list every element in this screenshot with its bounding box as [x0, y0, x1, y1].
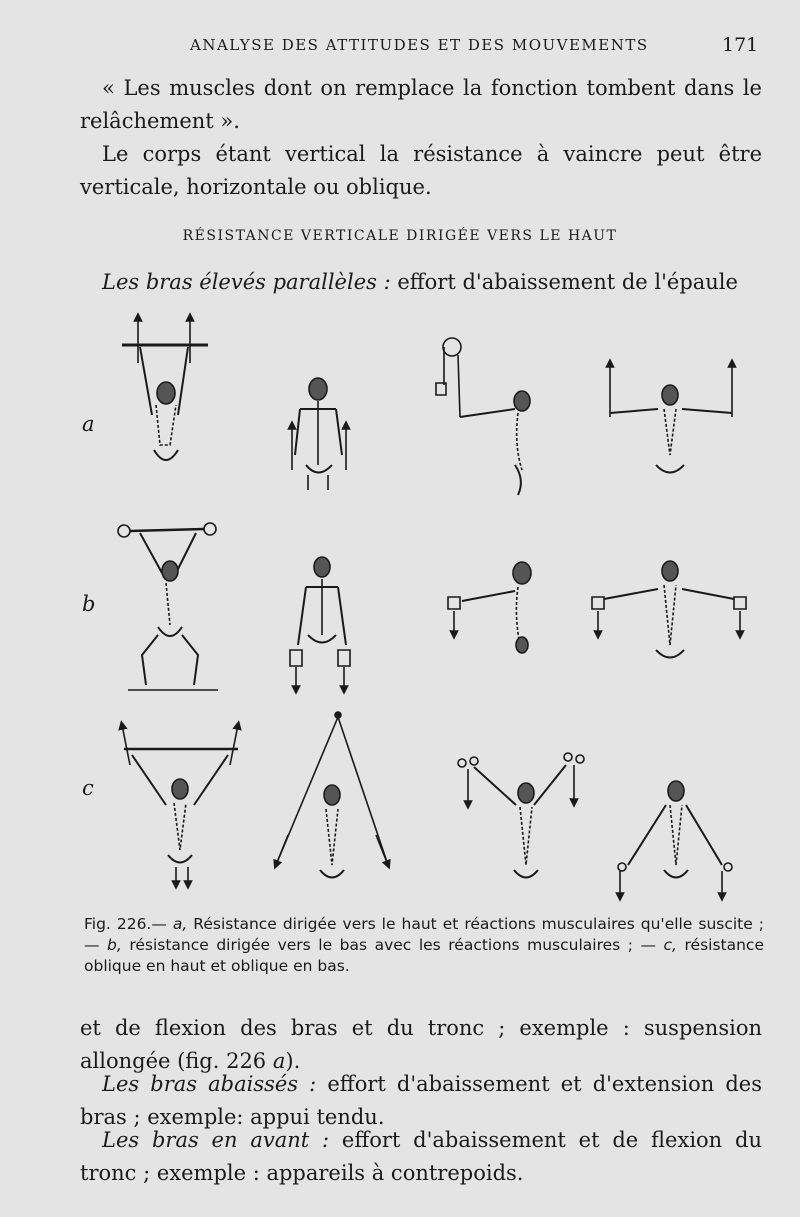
figure-c2-triangle-pull — [276, 712, 388, 878]
intro-quote — [80, 72, 762, 138]
section-lead — [80, 266, 762, 299]
figure-b2-weights-down — [290, 557, 350, 690]
figure-a3-pulley-side — [436, 338, 530, 495]
section-lead-italic: Les bras élevés parallèles : — [102, 270, 391, 294]
caption-c-letter: c, — [663, 936, 677, 954]
row-label-b: b — [82, 592, 96, 616]
figure-a4-arms-out — [610, 363, 732, 473]
intro-quote-text: « Les muscles dont on remplace la fonction tombent dans le relâchement ». — [80, 76, 762, 133]
caption-b-letter: b, — [107, 936, 122, 954]
caption-b-text: résistance dirigée vers le bas avec les réactions musculaires ; — — [121, 936, 656, 954]
paragraph-bras-en-avant — [80, 1124, 762, 1190]
continuation-text: et de flexion des bras et du tronc ; exemple : suspension allongée (fig. 226 — [80, 1016, 762, 1073]
row-label-a: a — [82, 412, 95, 436]
page-number: 171 — [722, 34, 759, 56]
section-lead-rest: effort d'abaissement de l'épaule — [390, 270, 738, 294]
figure-c1-oblique-bar — [122, 725, 238, 885]
running-title: ANALYSE DES ATTITUDES ET DES MOUVEMENTS — [190, 36, 649, 54]
bras-abaisses-italic: Les bras abaissés : — [102, 1072, 317, 1096]
section-heading: RÉSISTANCE VERTICALE DIRIGÉE VERS LE HAUT — [182, 228, 618, 244]
bras-en-avant-rest: effort d'abaissement et de flexion du tronc ; exemple : appareils à contrepoids. — [80, 1128, 762, 1185]
figure-c3-dumbbells-up — [458, 753, 584, 878]
row-label-c: c — [82, 776, 94, 800]
continuation-end: ). — [285, 1049, 301, 1073]
figure-b4-arms-out-weights — [592, 561, 746, 658]
caption-a-text: Résistance dirigée vers le haut et réactions musculaires qu'elle suscite ; — — [84, 915, 764, 954]
caption-c-text: résistance oblique en haut et oblique en bas. — [84, 936, 764, 975]
continuation-ref: a — [272, 1049, 286, 1073]
caption-number: Fig. 226.— — [84, 915, 167, 933]
figure-caption — [84, 914, 764, 977]
figure-a2-back — [292, 378, 346, 490]
caption-a-letter: a, — [172, 915, 188, 933]
figure-b1-lifting-bar — [118, 523, 218, 690]
bras-abaisses-rest: effort d'abaissement et d'extension des bras ; exemple: appui tendu. — [80, 1072, 762, 1129]
intro-sentence — [80, 138, 762, 204]
figure-c4-dumbbells-down — [618, 781, 732, 897]
bras-en-avant-italic: Les bras en avant : — [102, 1128, 330, 1152]
intro-sentence-text: Le corps étant vertical la résistance à vaincre peut être verticale, horizontale ou oblique. — [80, 142, 762, 199]
figure-226-illustration — [70, 305, 770, 905]
figure-a1-hanging-bar — [122, 317, 208, 460]
figure-226 — [70, 305, 770, 905]
figure-b3-side-arm-weight — [448, 562, 531, 653]
